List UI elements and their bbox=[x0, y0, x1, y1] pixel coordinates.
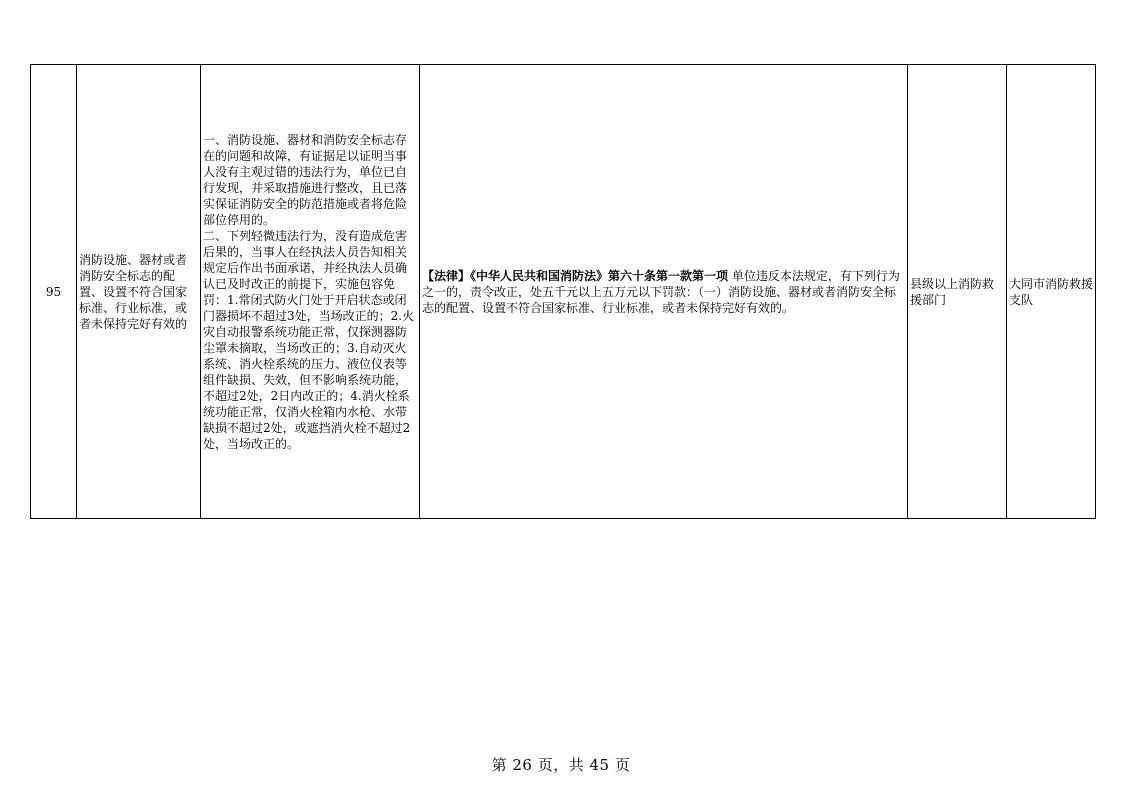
legal-basis-title: 【法律】《中华人民共和国消防法》第六十条第一款第一项 bbox=[422, 268, 729, 283]
page-footer: 第 26 页，共 45 页 bbox=[491, 756, 631, 774]
penalty-exemption-table bbox=[30, 64, 1096, 519]
legal-basis bbox=[420, 65, 908, 519]
condition-2: 二、下列轻微违法行为，没有造成危害后果的，当事人在经执法人员告知相关规定后作出书面承诺，并经执法人员确认已及时改正的前提下，实施包容免罚：1.常闭式防火门处于开启状态或闭门器损坏不超过3处，当场改正的；2.火灾自动报警系统功能正常，仅探测器防尘罩未摘取，当场改正的；3.自动灭火系统、消火栓系统的压力、液位仪表等组件缺损、失效，但不影响系统功能，不超过2处，2日内改正的；4.消火栓系统功能正常，仅消火栓箱内水枪、水带缺损不超过2处，或遮挡消火栓不超过2处，当场改正的。 bbox=[203, 228, 415, 451]
condition-1: 一、消防设施、器材和消防安全标志存在的问题和故障，有证据足以证明当事人没有主观过错的违法行为，单位已自行发现，并采取措施进行整改，且已落实保证消防安全的防范措施或者将危险部位停用的。 bbox=[203, 132, 408, 227]
table-row bbox=[31, 65, 1096, 519]
enforcement-authority: 县级以上消防救援部门 bbox=[908, 65, 1007, 519]
exemption-conditions bbox=[201, 65, 420, 519]
legal-basis-text: 单位违反本法规定，有下列行为之一的，责令改正，处五千元以上五万元以下罚款：（一）消防设施、器材或者消防安全标志的配置、设置不符合国家标准、行业标准，或者未保持完好有效的。 bbox=[422, 268, 900, 315]
enforcement-unit: 大同市消防救援支队 bbox=[1007, 65, 1096, 519]
violation-matter: 消防设施、器材或者消防安全标志的配置、设置不符合国家标准、行业标准，或者未保持完好有效的 bbox=[77, 65, 201, 519]
row-number: 95 bbox=[31, 65, 77, 519]
